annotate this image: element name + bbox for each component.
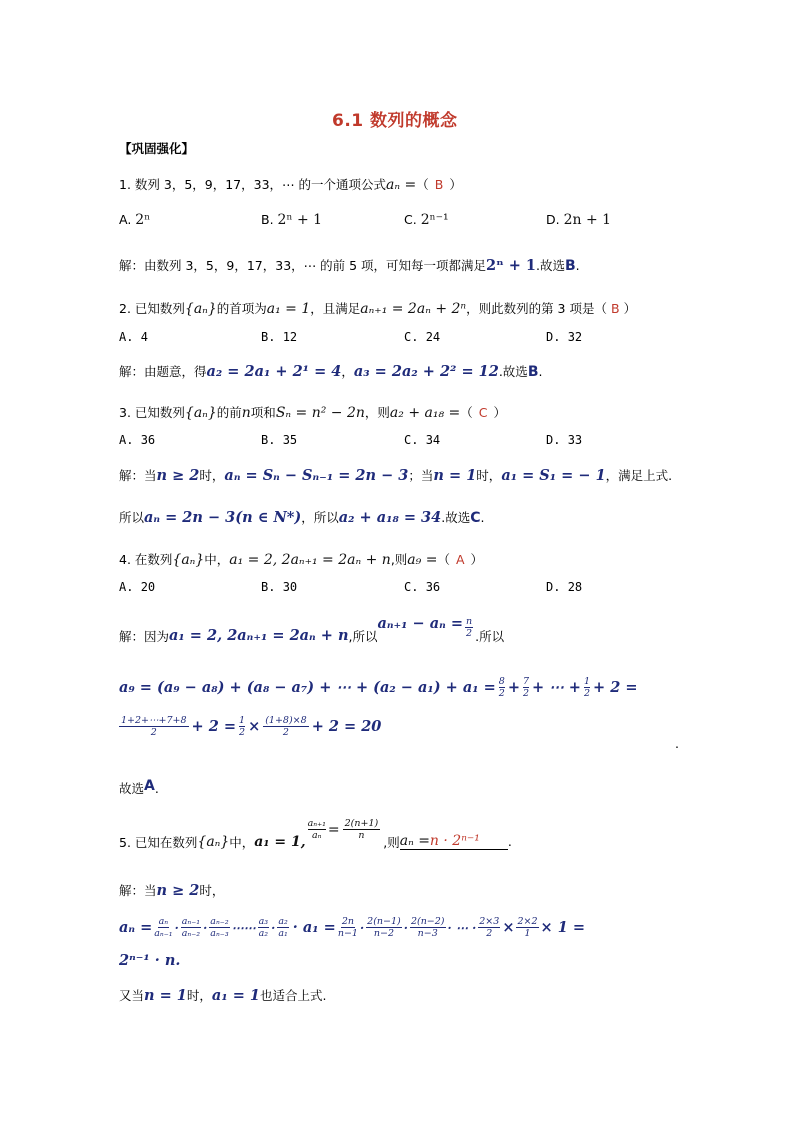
q5-frac-b1 [277,916,288,939]
q2-option-a-value: 4 [140,330,148,344]
q4-sol1-frac-den: 2 [466,628,473,639]
q3-stem-c: 项和 [250,405,276,420]
q5-frac-c1-num: 2(n−1) [367,916,401,927]
q5-stem-m3: aₙ = [399,833,430,849]
section-heading: 【巩固强化】 [119,141,195,156]
q4-line3-frac2-num: 1 [239,715,246,726]
q5-stem-frac2 [343,818,381,841]
q3-option-d-value: 33 [567,433,583,447]
q5-stem-frac1-den: aₙ [311,830,322,841]
q5-last-a: 又当 [119,988,145,1003]
q4-solution-line1 [119,615,505,647]
q2-option-b-value: 12 [282,330,298,344]
q5-frac-a1-num: aₙ₋₁ [181,916,201,927]
q1-answer: B [434,177,444,192]
q3-solution-line1 [119,466,672,484]
q5-frac-c1 [366,916,402,939]
q3-answer: C [478,405,488,420]
q4-conclusion-a: 故选 [119,781,145,796]
q4-line2-frac3-den: 2 [583,688,590,699]
q4-paren-close: ） [470,552,484,567]
q5-dots2: · ⋯ · [447,920,477,935]
q2-stem-d: ，则此数列的第 3 项是（ [466,301,607,316]
q5-stem-eq: = [327,821,340,838]
q4-option-b [261,580,297,594]
q3-stem-d: ，则 [364,405,390,420]
q4-option-a-value: 20 [140,580,156,594]
q2-solution-math1: a₂ = 2a₁ + 2¹ = 4 [206,363,342,380]
q5-frac-a1-den: aₙ₋₂ [181,928,201,939]
q1-option-c-math: 2ⁿ⁻¹ [420,212,449,228]
q5-answer: n · 2ⁿ⁻¹ [430,833,508,850]
q3-option-d-label: D. [546,433,561,447]
q5-stem-c: ,则 [383,834,400,850]
q4-line3-times: × [248,718,261,735]
q3-stem [119,403,506,421]
q4-conclusion-answer: A [144,778,155,794]
q2-option-a-label: A. [119,330,134,344]
q1-option-d [546,212,611,228]
q4-line2-frac2 [523,676,529,699]
q4-line3-end: + 2 = 20 [311,718,382,735]
q3-sol1-c: ；当 [408,468,434,483]
q3-option-b [261,433,297,447]
q5-stem-frac1-num: aₙ₊₁ [307,818,326,829]
q2-option-c [404,330,440,344]
q5-solution-line1 [119,881,224,899]
q4-option-a-label: A. [119,580,134,594]
q2-solution-mid: ， [341,364,354,379]
q1-paren-open: （ [416,177,429,192]
q5-solution-line3: 2ⁿ⁻¹ · n. [119,952,181,969]
q4-sol1-c: .所以 [475,628,505,644]
q2-stem-m2: a₁ = 1 [266,301,311,317]
q3-solution-line2 [119,508,484,526]
q2-stem [119,299,636,317]
q4-conclusion [119,779,159,797]
q3-sol2-m2: a₂ + a₁₈ = 34 [338,509,442,526]
q5-sol1-m1: n ≥ 2 [156,882,200,899]
q3-sol1-a: 解：当 [119,468,157,483]
q5-frac-b1-den: a₁ [278,928,288,939]
q4-line2-plus: + [507,679,520,696]
q1-option-b-math: 2ⁿ + 1 [277,212,323,228]
q4-option-c [404,580,440,594]
q5-stem-end: . [507,834,512,849]
q2-option-c-value: 24 [425,330,441,344]
q5-stem-frac1 [308,818,326,841]
q5-frac-a2 [209,916,229,939]
q5-last-c: 也适合上式. [260,988,327,1003]
q4-line3-frac3 [263,715,308,738]
q2-stem-b: 的首项为 [216,301,267,316]
q3-sol1-m1: n ≥ 2 [156,467,200,484]
q4-stray-dot: . [675,736,679,751]
q3-stem-m4: a₂ + a₁₈ = [389,405,461,421]
q2-solution-text: 解：由题意，得 [119,364,207,379]
q5-frac-c0-den: n−1 [337,928,358,939]
q3-sol1-m4: a₁ = S₁ = − 1 [501,467,606,484]
q3-sol1-m2: aₙ = Sₙ − Sₙ₋₁ = 2n − 3 [224,467,409,484]
q5-last-m2: a₁ = 1 [211,987,261,1004]
q5-stem [119,818,512,850]
q3-sol1-m3: n = 1 [433,467,477,484]
q2-stem-m3: aₙ₊₁ = 2aₙ + 2ⁿ [360,301,467,317]
q5-frac-a0-num: aₙ [158,916,169,927]
q4-sol1-frac-num: n [466,616,473,627]
q3-stem-m3: Sₙ = n² − 2n [275,405,365,421]
q4-stem-a: 4. 在数列 [119,552,173,567]
q4-solution-line3 [119,715,381,738]
q4-solution-line2 [119,676,637,699]
q2-solution-math2: a₃ = 2a₂ + 2² = 12 [353,363,499,380]
q1-option-c-label: C. [404,212,417,227]
q5-stem-a: 5. 已知在数列 [119,834,198,850]
q3-sol2-answer: C [470,510,481,526]
page-title: 6.1 数列的概念 [332,111,458,131]
q4-line2-frac1-den: 2 [498,688,505,699]
q5-last-m1: n = 1 [144,987,187,1004]
q5-frac-b1-num: a₂ [278,916,288,927]
q1-solution [119,256,580,274]
q2-stem-a: 2. 已知数列 [119,301,185,316]
q5-sol1-a: 解：当 [119,883,157,898]
q5-frac-d1-den: 1 [524,928,531,939]
q3-sol1-e: ，满足上式. [605,468,673,483]
q1-option-c [404,212,449,228]
q5-frac-d0-num: 2×3 [479,916,500,927]
q4-stem [119,550,483,568]
q5-stem-m2: a₁ = 1, [254,833,306,850]
q1-solution-answer: B [564,258,576,274]
q4-conclusion-end: . [154,781,159,796]
q5-frac-c2-den: n−3 [417,928,438,939]
q3-option-b-value: 35 [282,433,298,447]
q4-line2-frac1 [499,676,505,699]
q1-solution-math: 2ⁿ + 1 [486,257,536,274]
q3-option-a-value: 36 [140,433,156,447]
q5-sol1-b: 时， [199,883,225,898]
q1-solution-end: . [575,258,580,273]
q1-solution-text: 解：由数列 3，5，9，17，33，⋯ 的前 5 项，可知每一项都满足 [119,258,487,273]
q4-line2-frac2-num: 7 [523,676,530,687]
q5-stem-frac2-den: n [358,830,365,841]
q3-sol2-c: .故选 [441,510,471,525]
q5-a1-tail: · a₁ = [292,919,336,936]
q4-line2-end: + 2 = [593,679,638,696]
q3-stem-m1: {aₙ} [184,405,217,421]
q3-option-b-label: B. [261,433,276,447]
q4-line2-frac3-num: 1 [583,676,590,687]
q4-option-b-label: B. [261,580,276,594]
q5-tail: × 1 = [540,919,586,936]
q5-frac-d1-num: 2×2 [517,916,538,927]
q5-solution-line2: aₙ = $\frac{\text{aₙ}}{\text{aₙ₋₁}}$ · $\frac{\text{aₙ₋₁}}{\text{aₙ₋₂}}$ · $\frac{\text{aₙ₋₂}}{\text{aₙ₋₃}}$ ⋯⋯ $\frac{\text{a₃}}{\text{a₂}}$ · $\frac{\text{a₂}}{\text{a₁}}$ · a₁ = $\frac{2n}{n-1}$ · $\frac{2(n-1)}{n-2}$ · $\frac{2(n-2)}{n-3}$ · ⋯ · $\frac{2\times 3}{2}$ × $\frac{2\times 2}{1}$ × 1 = [119,916,586,939]
q4-option-d-label: D. [546,580,561,594]
q2-solution-answer: B [527,364,539,380]
q4-line2-frac3 [584,676,590,699]
q2-solution-suffix: .故选 [498,364,528,379]
q3-stem-b: 的前 [216,405,242,420]
q2-option-a [119,330,148,344]
q2-option-d [546,330,582,344]
q5-frac-d0 [478,916,500,939]
q3-option-a [119,433,155,447]
q5-stem-b: 中， [229,834,255,850]
q5-frac-c0 [338,916,358,939]
q5-frac-a0 [154,916,172,939]
q5-frac-b0-den: a₂ [258,928,269,939]
q3-option-c-value: 34 [425,433,441,447]
q4-line2-frac1-num: 8 [498,676,505,687]
q4-line2-frac2-den: 2 [523,688,530,699]
q3-sol2-end: . [480,510,485,525]
q4-line2-mid: + ⋯ + [532,679,581,696]
q4-sol1-m2: aₙ₊₁ − aₙ = [377,615,463,632]
q3-option-d [546,433,582,447]
q4-option-d-value: 28 [567,580,583,594]
q2-solution-end: . [538,364,543,379]
q3-option-c [404,433,440,447]
q4-sol1-m1: a₁ = 2, 2aₙ₊₁ = 2aₙ + n [169,627,349,644]
q5-solution-line4 [119,986,327,1004]
q2-option-b [261,330,297,344]
q1-solution-suffix: .故选 [535,258,565,273]
q1-option-b-label: B. [261,212,274,227]
q4-line3-frac1 [119,715,189,738]
q2-option-d-label: D. [546,330,561,344]
q2-stem-c: ，且满足 [310,301,361,316]
q4-answer: A [455,552,465,567]
q1-option-a-math: 2ⁿ [135,212,151,228]
q4-line3-a: + 2 = [191,718,237,735]
q3-stem-a: 3. 已知数列 [119,405,185,420]
q4-stem-c: ,则 [390,552,408,567]
q4-stem-d: （ [437,552,450,567]
q3-sol1-d: 时， [476,468,502,483]
q5-last-b: 时， [186,988,212,1003]
q5-dots: ⋯⋯ [231,920,256,935]
q5-frac-b0-num: a₃ [258,916,269,927]
q4-line3-frac3-den: 2 [282,727,289,738]
q4-stem-m1: {aₙ} [172,552,205,568]
q3-stem-e: （ [460,405,473,420]
q1-stem-math: aₙ = [386,177,417,193]
q5-frac-a1 [181,916,201,939]
q2-option-d-value: 32 [567,330,583,344]
q4-stem-m3: a₉ = [407,552,438,568]
q4-line3-frac3-num: (1+8)×8 [265,715,307,726]
q3-sol2-m1: aₙ = 2n − 3(n ∈ N*) [144,509,302,526]
q4-line3-frac1-num: 1+2+⋯+7+8 [121,715,187,726]
q4-stem-m2: a₁ = 2, 2aₙ₊₁ = 2aₙ + n [229,552,391,568]
q5-frac-b0 [258,916,269,939]
q4-line3-frac2-den: 2 [239,727,246,738]
q5-frac-c0-num: 2n [341,916,354,927]
q3-sol1-b: 时， [199,468,225,483]
q4-option-b-value: 30 [282,580,298,594]
q1-option-d-math: 2n + 1 [563,212,612,228]
q1-option-b [261,212,322,228]
q1-stem [119,175,462,193]
q1-paren-close: ） [449,177,462,192]
q4-stem-b: 中， [204,552,230,567]
q4-sol1-frac [465,616,473,639]
q2-stem-m1: {aₙ} [184,301,217,317]
q3-paren-close: ） [493,405,507,420]
q3-sol2-b: ，所以 [301,510,339,525]
q2-option-b-label: B. [261,330,276,344]
q5-frac-d1 [516,916,538,939]
q5-frac-d0-den: 2 [486,928,493,939]
q5-frac-c2 [410,916,446,939]
q4-line3-frac1-den: 2 [150,727,157,738]
q5-line2-lhs: aₙ = [119,919,153,936]
q1-option-d-label: D. [546,212,560,227]
q3-stem-m2: n [241,405,251,421]
q1-option-a [119,212,150,228]
q5-frac-c2-num: 2(n−2) [410,916,445,927]
q5-stem-m1: {aₙ} [197,833,230,850]
q4-sol1-b: ,所以 [348,628,378,644]
q2-paren-close: ） [623,301,637,316]
q4-option-a [119,580,155,594]
q4-line3-frac2 [239,715,245,738]
q2-solution [119,362,542,380]
q1-option-a-label: A. [119,212,132,227]
q3-sol2-a: 所以 [119,510,145,525]
q5-frac-c1-den: n−2 [373,928,395,939]
q4-option-c-value: 36 [425,580,441,594]
q2-answer: B [610,301,620,316]
q5-frac-a2-num: aₙ₋₂ [210,916,229,927]
q5-stem-frac2-num: 2(n+1) [344,818,379,829]
q4-option-c-label: C. [404,580,419,594]
q2-option-c-label: C. [404,330,419,344]
q4-option-d [546,580,582,594]
q3-option-a-label: A. [119,433,134,447]
q1-stem-text: 1. 数列 3，5，9，17，33，⋯ 的一个通项公式 [119,177,387,192]
q4-line2-expr: a₉ = (a₉ − a₈) + (a₈ − a₇) + ⋯ + (a₂ − a₁) + a₁ = [119,679,496,696]
q5-frac-a0-den: aₙ₋₁ [154,928,173,939]
q3-option-c-label: C. [404,433,419,447]
q5-frac-a2-den: aₙ₋₃ [210,928,229,939]
q4-sol1-a: 解：因为 [119,628,170,644]
